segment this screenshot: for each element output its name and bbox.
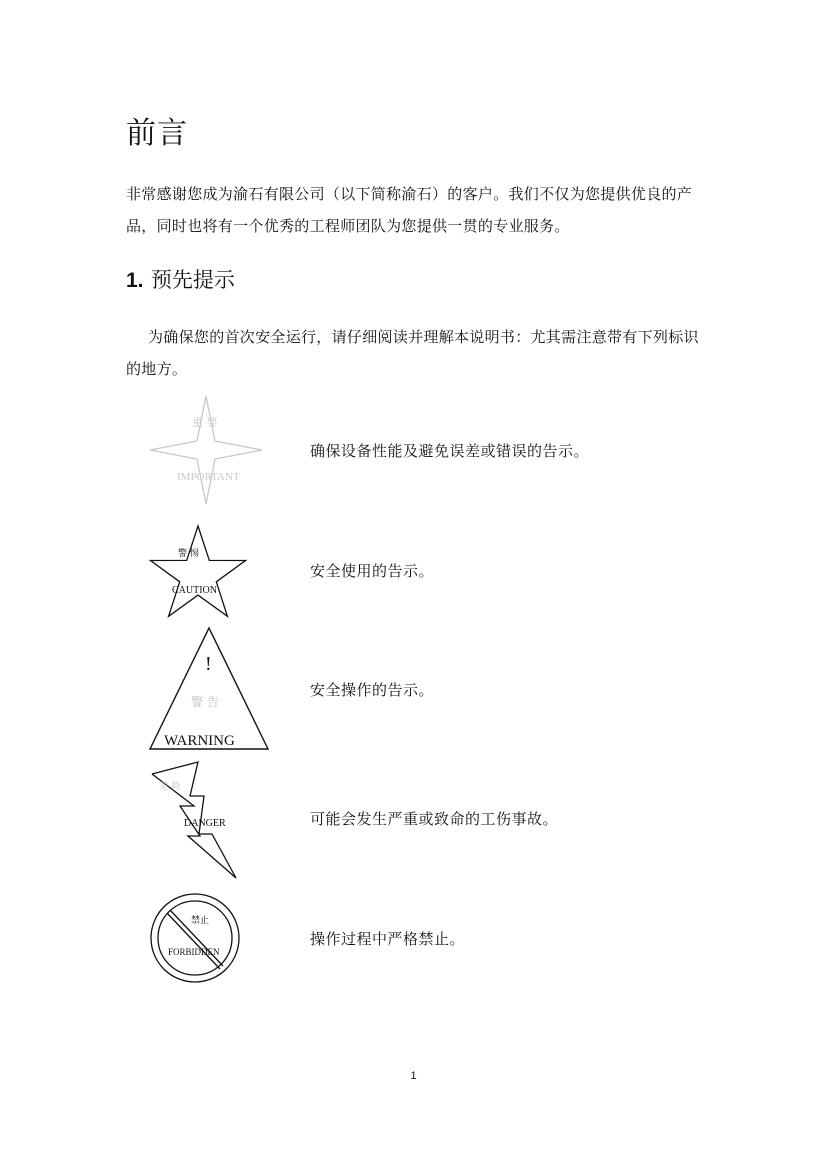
- page-number: 1: [410, 1070, 417, 1082]
- warning-exclamation-mark: !: [205, 653, 212, 675]
- caution-description: 安全使用的告示。: [310, 562, 435, 580]
- forbidden-cn-label: 禁止: [191, 916, 210, 926]
- section-number: 1.: [126, 269, 144, 292]
- danger-lightning-icon: [150, 760, 242, 880]
- important-star-icon: [148, 394, 264, 506]
- caution-star-icon: [148, 524, 248, 620]
- caution-en-label: CAUTION: [172, 585, 217, 596]
- important-description: 确保设备性能及避免误差或错误的告示。: [310, 442, 590, 460]
- caution-cn-label: 警 惕: [178, 549, 199, 559]
- forbidden-en-label: FORBIDDEN: [168, 947, 220, 957]
- warning-triangle-icon: [148, 626, 270, 752]
- warning-description: 安全操作的告示。: [310, 681, 435, 699]
- warning-cn-label: 警 告: [191, 695, 219, 709]
- important-cn-label: 重 要: [192, 416, 218, 429]
- forbidden-description: 操作过程中严格禁止。: [310, 930, 466, 948]
- danger-en-label: DANGER: [184, 818, 226, 829]
- danger-cn-label: 危 险: [160, 782, 181, 792]
- important-en-label: IMPORTANT: [177, 471, 240, 483]
- page-title: 前言: [126, 116, 188, 151]
- intro-paragraph: 非常感谢您成为渝石有限公司（以下简称渝石）的客户。我们不仅为您提供优良的产品，同时也将有一个优秀的工程师团队为您提供一贯的专业服务。: [126, 185, 693, 235]
- section-heading: [126, 264, 235, 294]
- warning-en-label: WARNING: [164, 733, 235, 749]
- section-intro-paragraph: 为确保您的首次安全运行，请仔细阅读并理解本说明书：尤其需注意带有下列标识的地方。: [126, 328, 699, 378]
- forbidden-sign-icon: [149, 892, 241, 984]
- danger-description: 可能会发生严重或致命的工伤事故。: [310, 810, 559, 828]
- section-title: 预先提示: [150, 268, 235, 292]
